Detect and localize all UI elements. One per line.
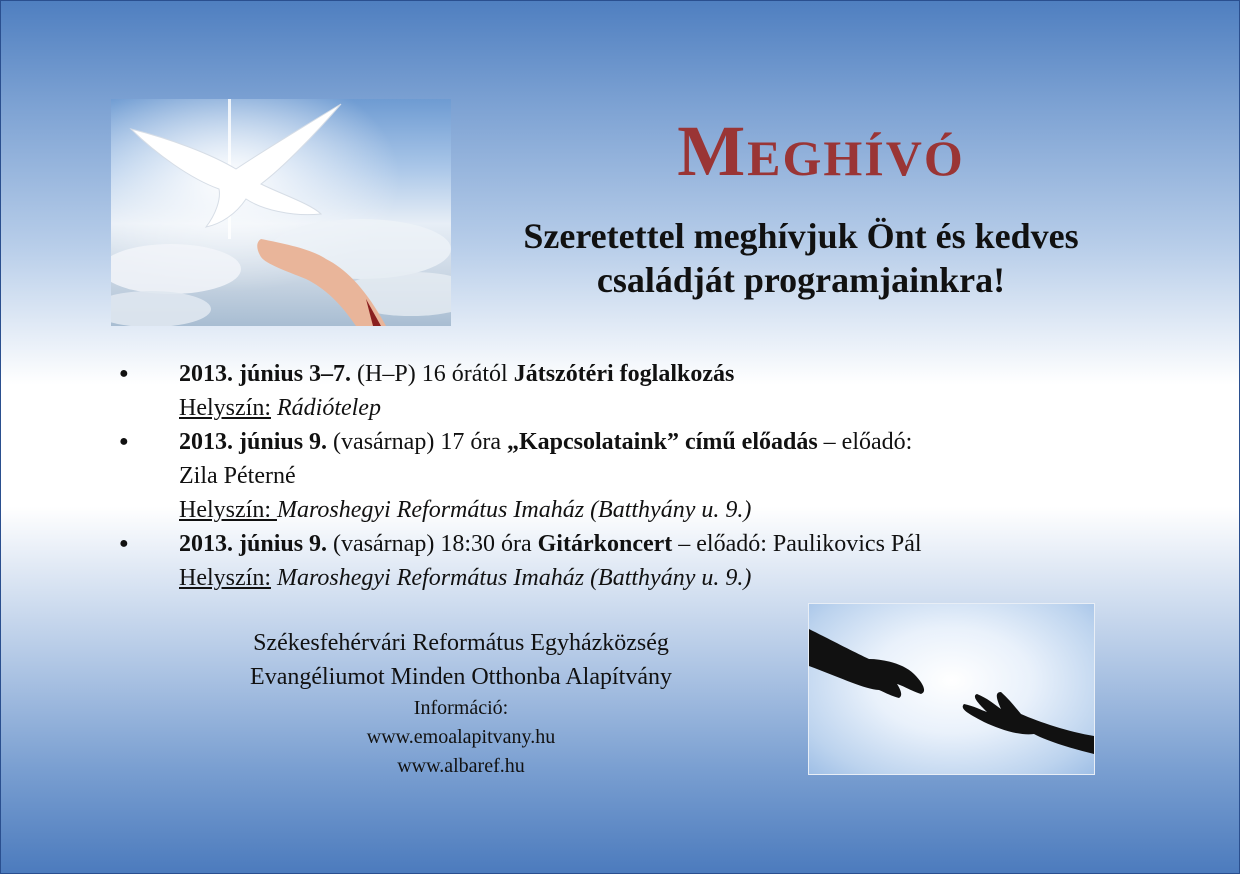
event-details: (H–P) 16 órától [351,361,514,387]
event-list [119,357,1119,595]
invitation-subtitle [441,214,1161,302]
organizer-line-2: Evangéliumot Minden Otthonba Alapítvány [250,664,672,690]
event-program: Játszótéri foglalkozás [513,361,735,387]
bullet-icon: ● [119,433,129,450]
list-item [119,425,1119,527]
event-location: Rádiótelep [270,395,381,421]
event-presenter: – előadó: [817,429,913,455]
event-program: Gitárkoncert [537,531,673,557]
info-label: Információ: [413,697,509,719]
subtitle-line-1: Szeretettel meghívjuk Önt és kedves [523,216,1079,256]
event-details: (vasárnap) 17 óra [327,429,507,455]
bullet-icon: ● [119,365,129,382]
event-details: (vasárnap) 18:30 óra [327,531,538,557]
event-presenter: – előadó: Paulikovics Pál [672,531,922,557]
event-location: Maroshegyi Református Imaház (Batthyány u. 9.) [270,565,752,591]
dove-and-hand-image [111,99,451,326]
location-label: Helyszín: [179,497,277,523]
organizer-line-1: Székesfehérvári Református Egyházközség [253,630,669,656]
website-link-1[interactable]: www.emoalapitvany.hu [366,726,556,748]
location-label: Helyszín: [179,395,271,421]
event-presenter-name: Zila Péterné [179,463,296,489]
reaching-hands-image [808,603,1095,775]
list-item [119,357,1119,425]
bullet-icon: ● [119,535,129,552]
event-date: 2013. június 3–7. [179,361,352,387]
location-label: Helyszín: [179,565,271,591]
event-date: 2013. június 9. [179,429,328,455]
event-date: 2013. június 9. [179,531,328,557]
event-program: „Kapcsolataink” című előadás [506,429,818,455]
invitation-title: Meghívó [677,111,965,191]
list-item [119,527,1119,595]
organizers-block [181,626,741,781]
event-location: Maroshegyi Református Imaház (Batthyány u. 9.) [276,497,752,523]
subtitle-line-2: családját programjainkra! [596,260,1006,300]
website-link-2[interactable]: www.albaref.hu [397,755,525,777]
